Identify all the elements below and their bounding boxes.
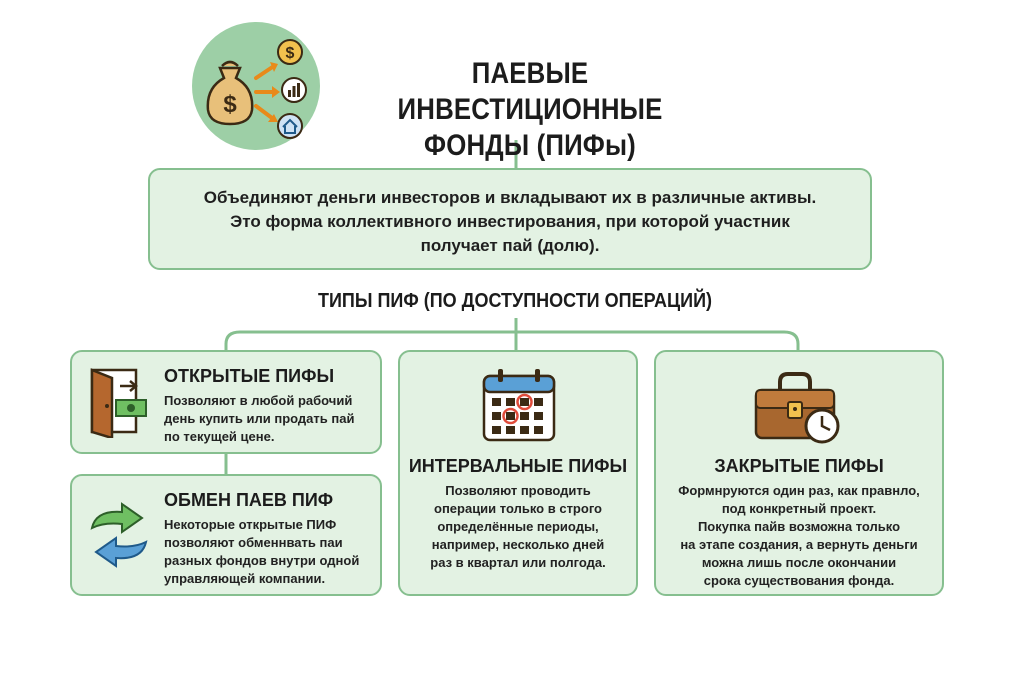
locked-case-clock-icon (750, 368, 846, 448)
exchange-line-3: разных фондов внутри одной (164, 553, 360, 568)
interval-line-4: например, несколько дней (431, 537, 605, 552)
intro-line-2: Это форма коллективного инвестирования, при которой участник (230, 212, 790, 231)
closed-line-3: Покупка пайв возможна только (697, 519, 901, 534)
open-funds-line-2: день купить или продать пай (164, 411, 355, 426)
interval-title: ИНТЕРВАЛЬНЫЕ ПИФЫ (408, 456, 628, 476)
card-exchange (70, 474, 382, 596)
open-funds-title: ОТКРЫТЫЕ ПИФЫ (164, 366, 335, 386)
interval-line-2: операции только в строго (434, 501, 602, 516)
logo-circle (192, 22, 320, 150)
intro-line-3: получает пай (долю). (420, 236, 600, 255)
types-title: ТИПЫ ПИФ (ПО ДОСТУПНОСТИ ОПЕРАЦИЙ) (317, 290, 713, 312)
svg-text:$: $ (285, 45, 295, 62)
closed-line-4: на этапе создания, а вернуть деньги (680, 537, 918, 552)
title-line-2: ФОНДЫ (ПИФы) (424, 129, 636, 162)
card-closed (654, 350, 944, 596)
exchange-line-4: управляющей компании. (164, 571, 326, 586)
closed-line-5: можна лишь после окончании (701, 555, 897, 570)
card-interval (398, 350, 638, 596)
title-line-1: ПАЕВЫЕ ИНВЕСТИЦИОННЫЕ (397, 57, 663, 126)
coin-icon (276, 38, 304, 66)
door-money-icon (82, 366, 152, 438)
intro-box (148, 168, 872, 270)
exchange-arrows-icon (86, 500, 152, 570)
exchange-title: ОБМЕН ПАЕВ ПИФ (164, 490, 334, 510)
open-funds-line-1: Позволяют в любой рабочий (164, 393, 353, 408)
chart-icon (280, 76, 308, 104)
page-title (358, 56, 702, 164)
interval-line-5: раз в квартал или полгода. (430, 555, 606, 570)
calendar-icon (480, 366, 558, 444)
svg-text:$: $ (223, 91, 237, 118)
house-icon (276, 112, 304, 140)
exchange-line-2: позволяют обменнвать паи (164, 535, 343, 550)
interval-line-1: Позволяют проводить (445, 483, 591, 498)
closed-line-2: под конкретный проект. (721, 501, 877, 516)
interval-line-3: определённые периоды, (437, 519, 599, 534)
closed-line-1: Формнруются один раз, как правнло, (678, 483, 920, 498)
exchange-line-1: Некоторые открытые ПИФ (164, 517, 337, 532)
intro-line-1: Объединяют деньги инвесторов и вкладывают их в различные активы. (203, 188, 817, 207)
closed-title: ЗАКРЫТЫЕ ПИФЫ (714, 456, 884, 476)
closed-line-6: срока существования фонда. (703, 573, 895, 588)
open-funds-line-3: по текущей цене. (164, 429, 275, 444)
card-open-funds (70, 350, 382, 454)
